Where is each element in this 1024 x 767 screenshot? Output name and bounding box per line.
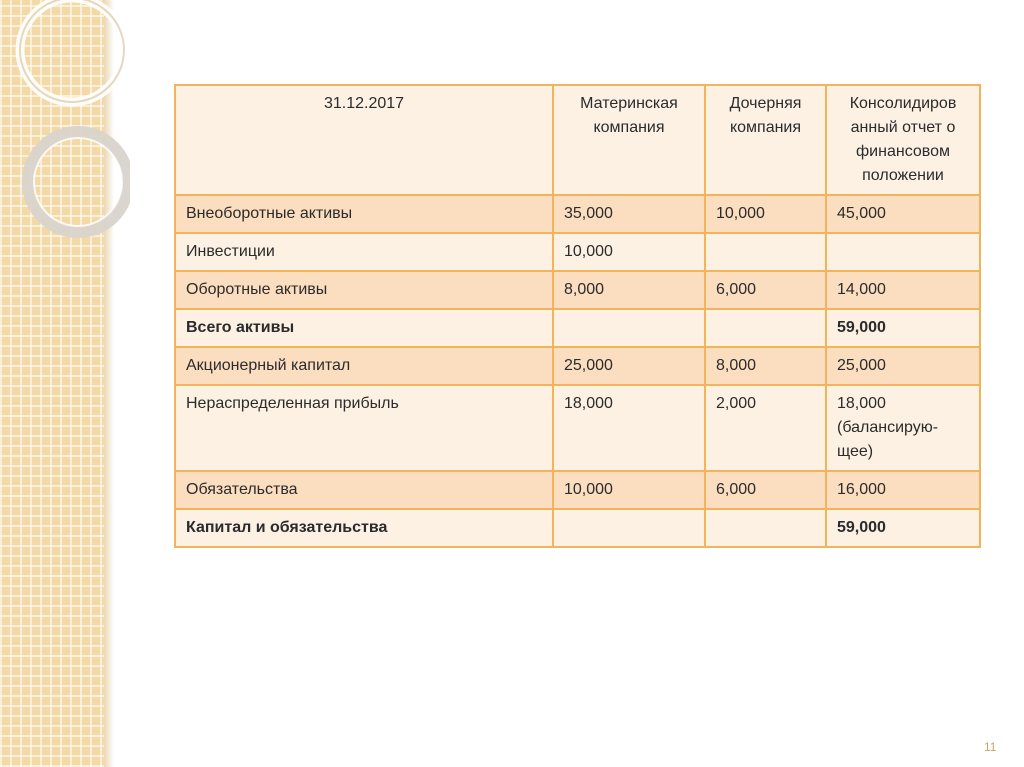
- header-text-line: Консолидиров: [849, 95, 957, 112]
- parent-value: 10,000: [553, 471, 705, 509]
- consolidated-value: 16,000: [826, 471, 980, 509]
- header-text-line: Материнская: [580, 95, 678, 112]
- header-date: [175, 85, 553, 195]
- consolidated-value: [826, 233, 980, 271]
- consolidated-value: 18,000 (балансирую- щее): [826, 385, 980, 471]
- subsidiary-value: [705, 309, 826, 347]
- header-subsidiary: [705, 85, 826, 195]
- header-text-line: компания: [593, 119, 665, 136]
- header-text-line: компания: [729, 119, 802, 136]
- row-label: Капитал и обязательства: [175, 509, 553, 547]
- subsidiary-value: 6,000: [705, 271, 826, 309]
- balance-table-container: [174, 84, 979, 548]
- row-label: Оборотные активы: [175, 271, 553, 309]
- parent-value: 25,000: [553, 347, 705, 385]
- table-row: [175, 509, 980, 547]
- header-consolidated: [826, 85, 980, 195]
- parent-value: [553, 309, 705, 347]
- row-label: Обязательства: [175, 471, 553, 509]
- consolidated-value: 59,000: [826, 509, 980, 547]
- header-text-line: Дочерняя: [729, 95, 802, 112]
- table-header-row: [175, 85, 980, 195]
- header-parent-company: [553, 85, 705, 195]
- consolidated-balance-table: [174, 84, 981, 548]
- subsidiary-value: 10,000: [705, 195, 826, 233]
- row-label: Всего активы: [175, 309, 553, 347]
- consolidated-value: 14,000: [826, 271, 980, 309]
- ring-bottom-highlight: [34, 138, 122, 226]
- subsidiary-value: 2,000: [705, 385, 826, 471]
- subsidiary-value: 6,000: [705, 471, 826, 509]
- subsidiary-value: [705, 233, 826, 271]
- subsidiary-value: [705, 509, 826, 547]
- subsidiary-value: 8,000: [705, 347, 826, 385]
- table-row: [175, 233, 980, 271]
- parent-value: [553, 509, 705, 547]
- parent-value: 10,000: [553, 233, 705, 271]
- header-text-line: анный отчет о: [850, 119, 956, 136]
- parent-value: 18,000: [553, 385, 705, 471]
- consolidated-value: 45,000: [826, 195, 980, 233]
- consolidated-value: 59,000: [826, 309, 980, 347]
- page-number: 11: [984, 740, 997, 754]
- row-label: Инвестиции: [175, 233, 553, 271]
- table-row: [175, 385, 980, 471]
- parent-value: 8,000: [553, 271, 705, 309]
- table-row: [175, 195, 980, 233]
- decorative-rings: [0, 0, 130, 260]
- parent-value: 35,000: [553, 195, 705, 233]
- row-label: Акционерный капитал: [175, 347, 553, 385]
- row-label: Внеоборотные активы: [175, 195, 553, 233]
- header-text-line: 31.12.2017: [323, 95, 405, 112]
- table-row: [175, 309, 980, 347]
- header-text-line: финансовом: [856, 143, 950, 160]
- table-row: [175, 471, 980, 509]
- header-text-line: положении: [862, 167, 944, 184]
- table-row: [175, 271, 980, 309]
- table-row: [175, 347, 980, 385]
- consolidated-value: 25,000: [826, 347, 980, 385]
- row-label: Нераспределенная прибыль: [175, 385, 553, 471]
- ring-bottom: [28, 132, 128, 232]
